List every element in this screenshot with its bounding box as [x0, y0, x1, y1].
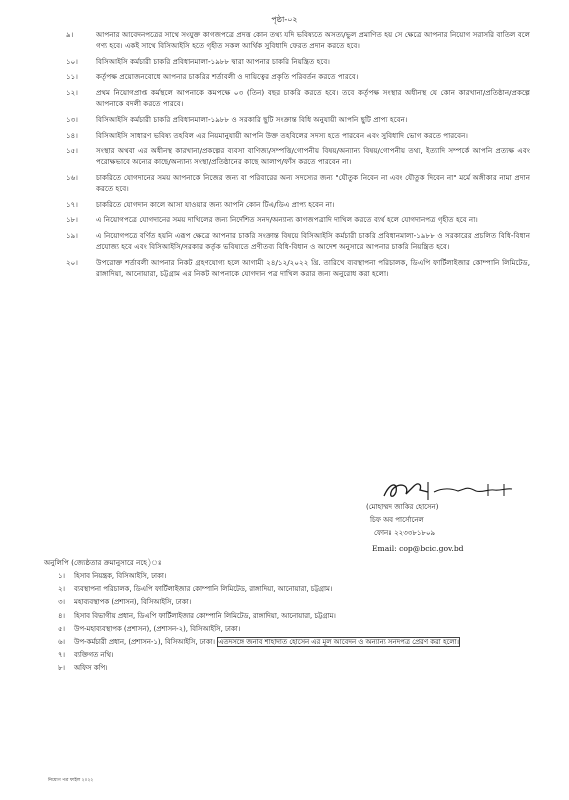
clause-9	[44, 30, 530, 52]
clause-text: কর্তৃপক্ষ প্রয়োজনবোধে আপনার চাকরির শর্তাবলী ও দায়িত্বের প্রকৃতি পরিবর্তন করতে পারবে।	[96, 72, 359, 82]
clause-text: সংস্থার অথবা এর অধীনস্থ কারখানা/প্রকল্পের ব্যবসা বাণিজ্য/সম্পত্তি/গোপনীয় বিষয়/অন্যান্য বিষয়/গোপনীয় তথ্য, ইত্যাদি সম্পর্কে আপনি প্রত্যক্ষ এবং পরোক্ষভাবে অন্যের কাছে/অন্যান্য সংস্থা/প্রতিষ্ঠানের কাছে আলাপ/ফাঁস করতে পারবেন না।	[96, 146, 530, 167]
clause-text: আপনার আবেদনপত্রের সাথে সংযুক্ত কাগজপত্রে প্রদত্ত কোন তথ্য যদি ভবিষ্যতে অসত্য/ভুল প্রমাণিত হয় সে ক্ষেত্রে আপনার নিয়োগ সরাসরি বাতিল বলে গণ্য হবে। একই সাথে বিসিআইসি হতে গৃহীত সকল আর্থিক সুবিধাদি ফেরত প্রদান করতে হবে।	[96, 30, 530, 50]
signatory-phone: ফোনঃ ২২৩৩৮১৮০৯	[374, 529, 436, 537]
handwritten-signature	[376, 478, 526, 504]
clause-list	[44, 30, 530, 284]
item-text: ব্যবস্থাপনা পরিচালক, ডিএপি ফার্টিলাইজার কোম্পানি লিমিটেড, রাঙ্গাদিয়া, আনোয়ারা, চট্টগ্রাম।	[74, 585, 333, 594]
list-item	[44, 638, 524, 648]
clause-text: চাকরিতে যোগদান কালে আসা যাওয়ার জন্য আপনি কোন টিএ/ডিএ প্রাপ্য হবেন না।	[96, 199, 335, 209]
item-text: উপ-মহাব্যবস্থাপক (প্রশাসন), (প্রশাসন-২), বিসিআইসি, ঢাকা।	[74, 624, 241, 633]
clause-20	[44, 258, 530, 280]
signatory-name: (মোহাম্মদ জাকির হোসেন)	[366, 503, 439, 511]
item-number: ৭।	[58, 651, 65, 660]
item-text: অফিস কপি।	[74, 664, 108, 673]
list-item	[44, 612, 524, 622]
item-number: ৩।	[58, 598, 65, 607]
item-number: ১।	[58, 572, 65, 580]
clause-text: উপরোক্ত শর্তাবলী আপনার নিকট গ্রহণযোগ্য হলে আগামী ২৪/১২/২০২২ খ্রি. তারিখে ব্যবস্থাপনা পরিচালক, ডিএপি ফার্টিলাইজার কোম্পানি লিমিটেড, রাঙ্গাদিয়া, আনোয়ারা, চট্টগ্রাম এর নিকট আপনাকে যোগদান পত্র দাখিল করার জন্য অনুরোধ করা হলো।	[96, 257, 530, 278]
signatory-email: Email: cop@bcic.gov.bd	[372, 544, 464, 553]
clause-text: এ নিয়োগপত্রে যোগদানের সময় দাখিলের জন্য নির্দেশিত সনদ/অন্যান্য কাগজপত্রাদি দাখিল করতে ব্যর্থ হলে যোগদানপত্র গৃহীত হবে না।	[96, 215, 478, 225]
clause-18	[44, 215, 530, 226]
clause-text: চাকরিতে যোগদানের সময় আপনাকে নিজের জন্য বা পরিবারের অন্য সদস্যের জন্য "যৌতুক নিবেন না এবং যৌতুক দিবেন না" মর্মে অঙ্গীকার নামা প্রদান করতে হবে।	[96, 172, 530, 193]
clause-11	[44, 72, 530, 83]
list-item	[44, 625, 524, 635]
enclosure-note: এতদসঙ্গে জনাব শাহাদাত হোসেন এর মূল আবেদন ও অন্যান্য সনদপত্র প্রেরণ করা হলো।	[218, 637, 459, 646]
item-number: ৬।	[58, 637, 65, 646]
page-number: পৃষ্ঠা-০২	[271, 15, 298, 24]
list-item	[44, 664, 524, 674]
item-number: ২।	[58, 585, 65, 594]
clause-number: ১৯।	[66, 231, 78, 241]
clause-15	[44, 146, 530, 168]
clause-text: বিসিআইসি কর্মচারী চাকরি প্রবিধানমালা-১৯৮৮ দ্বারা আপনার চাকরি নিয়ন্ত্রিত হবে।	[96, 56, 330, 66]
clause-14	[44, 131, 530, 142]
list-item	[44, 585, 524, 595]
list-item	[44, 598, 524, 608]
clause-text: এ নিয়োগপত্রে বর্ণিত হয়নি এরূপ ক্ষেত্রে আপনার চাকরি সংক্রান্ত বিষয়ে বিসিআইসি কর্মচারী চাকরি প্রবিধানমালা-১৯৮৮ ও সরকারের প্রচলিত বিধি-বিধান প্রযোজ্য হবে এবং বিসিআইসি/সরকার কর্তৃক ভবিষ্যতে প্রণীতব্য বিধি-বিধান ও আদেশ অনুসারে আপনার চাকরি নিয়ন্ত্রিত হবে।	[96, 231, 530, 251]
clause-number: ১০।	[66, 56, 78, 66]
clause-10	[44, 57, 530, 68]
copy-heading: অনুলিপি (জ্যেষ্ঠতার ক্রমানুসারে নহে)ঃ	[44, 558, 162, 567]
item-text: ব্যক্তিগত নথি।	[74, 651, 114, 660]
item-number: ৮।	[58, 664, 65, 673]
list-item	[44, 572, 524, 582]
clause-text: বিসিআইসি সাধারণ ভবিষ্য তহবিল এর নিয়মানুযায়ী আপনি উক্ত তহবিলের সদস্য হতে পারবেন এবং সুবিধাদি ভোগ করতে পারবেন।	[96, 130, 468, 140]
clause-number: ২০।	[66, 257, 78, 267]
clause-number: ১৮।	[66, 215, 78, 225]
clause-text: বিসিআইসি কর্মচারী চাকরি প্রবিধানমালা-১৯৮৮ ও সরকারি ছুটি সংক্রান্ত বিধি অনুযায়ী আপনি ছুটি প্রাপ্য হবেন।	[96, 114, 408, 124]
item-main-text: উপ-কর্মচারী প্রধান, (প্রশাসন-১), বিসিআইসি, ঢাকা।	[74, 637, 215, 646]
clause-number: ১৬।	[66, 172, 78, 182]
clause-17	[44, 200, 530, 211]
clause-16	[44, 173, 530, 195]
item-text: হিসাব নিয়ন্ত্রক, বিসিআইসি, ঢাকা।	[74, 572, 167, 580]
clause-text: প্রথম নিয়োগপ্রাপ্ত কর্মস্থলে আপনাকে কমপক্ষে ০৩ (তিন) বছর চাকরি করতে হবে। তবে কর্তৃপক্ষ সংস্থার অধীনস্থ যে কোন কারখানা/প্রতিষ্ঠান/প্রকল্পে আপনাকে বদলী করতে পারবে।	[96, 88, 530, 108]
item-number: ৫।	[58, 624, 65, 633]
clause-19	[44, 231, 530, 253]
clause-number: ১১।	[66, 72, 78, 82]
clause-number: ১২।	[66, 88, 78, 98]
copy-list	[44, 572, 524, 678]
item-number: ৪।	[58, 611, 65, 620]
item-text	[74, 638, 524, 648]
list-item	[44, 651, 524, 661]
clause-number: ১৩।	[66, 114, 78, 124]
clause-12	[44, 88, 530, 110]
clause-number: ১৪।	[66, 130, 78, 140]
clause-number: ১৭।	[66, 199, 78, 209]
signatory-designation: চিফ অব পার্সোনেল	[370, 516, 424, 524]
item-text: হিসাব বিভাগীয় প্রধান, ডিএপি ফার্টিলাইজার কোম্পানি লিমিটেড, রাঙ্গাদিয়া, আনোয়ারা, চট্টগ্রাম।	[74, 611, 336, 620]
clause-number: ১৫।	[66, 146, 78, 156]
clause-13	[44, 115, 530, 126]
item-text: মহাব্যবস্থাপক (প্রশাসন), বিসিআইসি, ঢাকা।	[74, 598, 192, 607]
footer-note: নিয়োগ পত্র ফাইল ২০২২	[48, 778, 94, 783]
clause-number: ৯।	[66, 30, 74, 39]
